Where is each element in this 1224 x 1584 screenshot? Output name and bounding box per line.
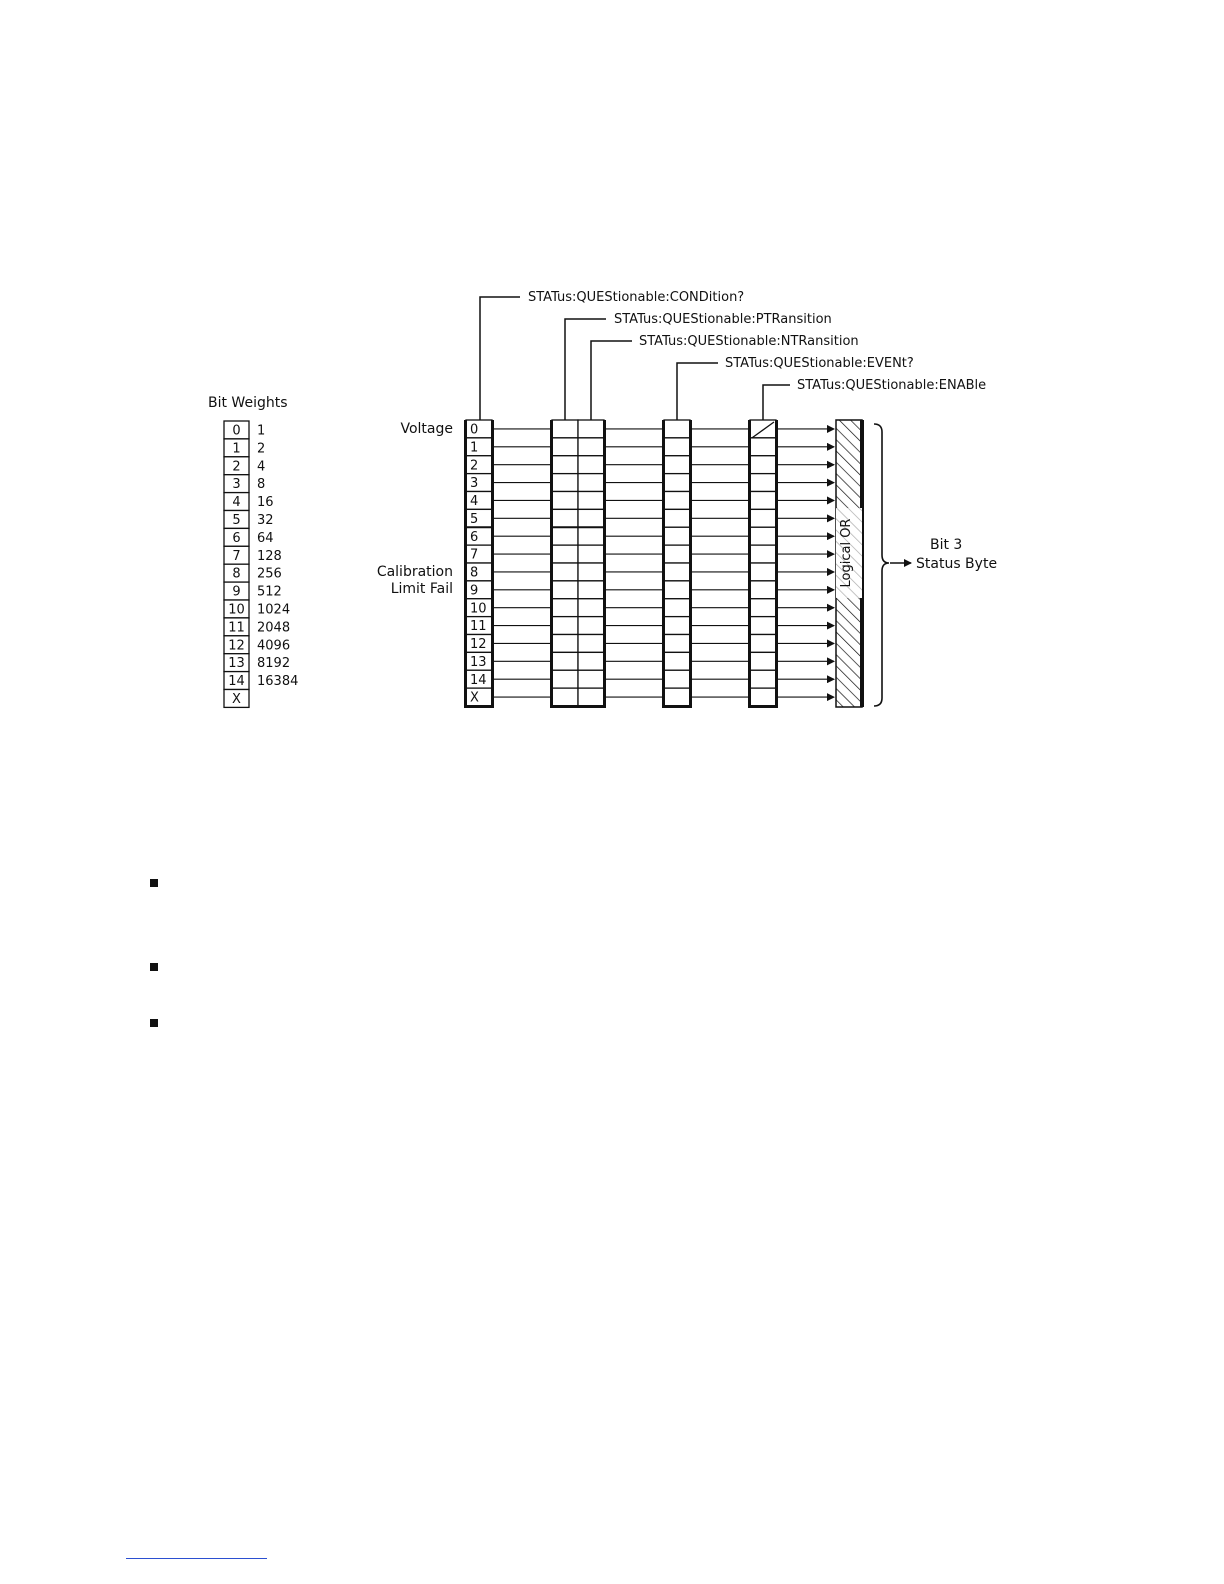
register-cell — [578, 438, 604, 456]
register-cell — [578, 563, 604, 581]
register-edge — [689, 420, 692, 706]
register-cell — [750, 617, 776, 635]
register-cell — [750, 599, 776, 617]
register-cell — [750, 635, 776, 653]
register-cell — [578, 527, 604, 545]
register-cell — [664, 563, 690, 581]
register-cell — [750, 456, 776, 474]
condition-bit-label: 8 — [470, 565, 479, 581]
bit-number: 8 — [232, 566, 241, 582]
register-cell — [578, 688, 604, 706]
register-base — [550, 705, 580, 708]
bit-weight-row — [224, 582, 282, 600]
register-cell — [750, 527, 776, 545]
register-cell — [578, 617, 604, 635]
enable-register-label: STATus:QUEStionable:ENABle — [797, 378, 987, 393]
bit-weight-row — [224, 457, 265, 475]
bit-weight-row — [224, 636, 290, 654]
bit-weight-value: 16 — [257, 495, 274, 511]
voltage-label: Voltage — [400, 421, 453, 437]
logical-or-label: Logical OR — [839, 518, 854, 588]
bit-weight-row — [224, 528, 274, 546]
ptransition-register — [550, 420, 580, 708]
footer-rule — [126, 1558, 267, 1559]
register-cell — [578, 670, 604, 688]
bit-weight-value: 8192 — [257, 656, 291, 672]
register-stacks — [464, 420, 778, 708]
bit-number: 14 — [228, 674, 245, 690]
condition-bit-label: 9 — [470, 583, 479, 599]
register-cell — [552, 456, 578, 474]
register-cell — [552, 420, 578, 438]
bit-number: 11 — [228, 620, 245, 636]
register-cell — [578, 420, 604, 438]
register-edge — [550, 420, 553, 706]
register-cell — [578, 581, 604, 599]
output-bit-label: Bit 3 — [930, 537, 963, 553]
register-cell — [750, 688, 776, 706]
condition-bit-label: 12 — [470, 637, 487, 652]
register-cell — [552, 563, 578, 581]
register-cell — [664, 670, 690, 688]
condition-bit-label: 14 — [470, 672, 487, 688]
bit-weight-value: 1 — [257, 423, 266, 439]
event-register-label: STATus:QUEStionable:EVENt? — [725, 356, 914, 371]
bit-weight-row — [224, 475, 265, 493]
register-cell — [578, 456, 604, 474]
register-cell — [750, 652, 776, 670]
bit-weight-value: 64 — [257, 530, 274, 546]
condition-register-label: STATus:QUEStionable:CONDition? — [528, 290, 745, 305]
bit-number: X — [232, 692, 241, 707]
register-cell — [664, 492, 690, 510]
register-cell — [664, 581, 690, 599]
register-cell — [578, 474, 604, 492]
register-edge — [775, 420, 778, 706]
bit-weight-value: 4 — [257, 459, 266, 475]
register-cell — [664, 688, 690, 706]
bit-weight-value: 256 — [257, 566, 282, 582]
bit-weight-row — [224, 672, 298, 690]
register-cell — [664, 599, 690, 617]
register-cell — [552, 635, 578, 653]
bit-weight-value: 2 — [257, 441, 266, 457]
register-cell — [750, 492, 776, 510]
register-cell — [750, 474, 776, 492]
register-edge — [491, 420, 494, 706]
bit-weights-table — [208, 395, 298, 707]
register-cell — [552, 474, 578, 492]
register-cell — [664, 509, 690, 527]
register-cell — [578, 509, 604, 527]
register-base — [576, 705, 606, 708]
calibration-label-line2: Limit Fail — [390, 581, 453, 597]
bit-weight-value: 2048 — [257, 620, 291, 636]
register-cell — [578, 635, 604, 653]
register-cell — [552, 599, 578, 617]
output-brace — [874, 424, 997, 706]
register-cell — [552, 688, 578, 706]
bit-weight-value: 32 — [257, 513, 274, 528]
condition-leader — [480, 290, 744, 420]
bit-number: 1 — [232, 441, 241, 457]
register-cell — [750, 438, 776, 456]
register-edge — [662, 420, 665, 706]
event-register — [662, 420, 692, 708]
register-cell — [664, 456, 690, 474]
ptransition-register-label: STATus:QUEStionable:PTRansition — [614, 312, 832, 327]
bit-number: 4 — [232, 495, 241, 511]
register-cell — [664, 474, 690, 492]
register-cell — [750, 581, 776, 599]
register-cell — [750, 670, 776, 688]
bullet-marker-3 — [150, 1019, 158, 1027]
bit-weight-value: 1024 — [257, 602, 291, 618]
bit-weight-row — [224, 439, 265, 457]
ntransition-register-label: STATus:QUEStionable:NTRansition — [639, 334, 859, 349]
condition-bit-label: 4 — [470, 494, 479, 509]
condition-bit-label: 5 — [470, 511, 479, 527]
register-cell — [552, 492, 578, 510]
register-cell — [664, 527, 690, 545]
register-cell — [552, 581, 578, 599]
bit-weight-row — [224, 421, 265, 439]
register-cell — [750, 545, 776, 563]
register-cell — [664, 545, 690, 563]
bit-number: 3 — [232, 477, 241, 493]
register-cell — [664, 438, 690, 456]
register-cell — [664, 635, 690, 653]
register-cell — [578, 599, 604, 617]
bit-weight-row — [224, 618, 290, 636]
bit-number: 7 — [232, 548, 241, 564]
bullet-marker-1 — [150, 879, 158, 887]
register-edge — [603, 420, 606, 706]
bit-weight-value: 4096 — [257, 638, 291, 654]
condition-bit-label: X — [470, 690, 479, 706]
condition-bit-label: 0 — [470, 422, 479, 438]
register-cell — [664, 617, 690, 635]
bit-weight-row — [224, 493, 274, 511]
condition-bit-label: 6 — [470, 529, 479, 545]
bit-weight-row — [224, 511, 274, 529]
register-base — [662, 705, 692, 708]
register-cell — [552, 617, 578, 635]
bit-weight-row — [224, 654, 290, 672]
bit-number: 9 — [232, 584, 241, 600]
register-cell — [552, 509, 578, 527]
logical-or-block — [836, 420, 864, 707]
enable-leader — [763, 378, 986, 420]
bit-number: 0 — [232, 423, 241, 439]
register-cell — [578, 492, 604, 510]
register-cell — [552, 545, 578, 563]
bit-number: 2 — [232, 459, 241, 475]
register-edge — [464, 420, 467, 706]
ntransition-register — [576, 420, 606, 708]
register-cell — [552, 438, 578, 456]
output-status-byte-label: Status Byte — [916, 556, 998, 572]
bit-number: 6 — [232, 530, 241, 546]
condition-bit-label: 7 — [470, 547, 479, 563]
condition-bit-label: 2 — [470, 458, 479, 474]
register-cell — [578, 545, 604, 563]
bit-weight-row — [224, 564, 282, 582]
register-base — [748, 705, 778, 708]
bit-weight-value: 8 — [257, 477, 266, 493]
condition-bit-label: 10 — [470, 601, 487, 617]
bit-weight-row — [224, 690, 249, 708]
bullet-marker-2 — [150, 963, 158, 971]
bit-number: 12 — [228, 638, 245, 654]
register-edge — [748, 420, 751, 706]
condition-bit-label: 13 — [470, 654, 487, 670]
condition-bit-label: 11 — [470, 619, 487, 635]
calibration-label-line1: Calibration — [376, 564, 453, 580]
bit-weight-row — [224, 600, 290, 618]
condition-register — [464, 420, 494, 708]
bit-number: 5 — [232, 513, 241, 528]
bit-weight-value: 128 — [257, 548, 282, 564]
register-cell — [664, 420, 690, 438]
bit-number: 10 — [228, 602, 245, 618]
register-cell — [750, 563, 776, 581]
condition-bit-label: 1 — [470, 440, 479, 456]
bit-number: 13 — [228, 656, 245, 672]
register-cell — [552, 527, 578, 545]
register-cell — [664, 652, 690, 670]
enable-register — [748, 420, 778, 708]
bit-weights-title: Bit Weights — [208, 395, 288, 411]
register-base — [464, 705, 494, 708]
bit-weight-value: 512 — [257, 584, 282, 600]
register-labels — [480, 290, 986, 420]
bit-weight-row — [224, 546, 282, 564]
register-cell — [552, 652, 578, 670]
condition-bit-label: 3 — [470, 476, 479, 492]
bit-weight-value: 16384 — [257, 674, 299, 690]
register-cell — [578, 652, 604, 670]
register-cell — [552, 670, 578, 688]
register-cell — [750, 509, 776, 527]
ntransition-leader — [591, 334, 859, 420]
